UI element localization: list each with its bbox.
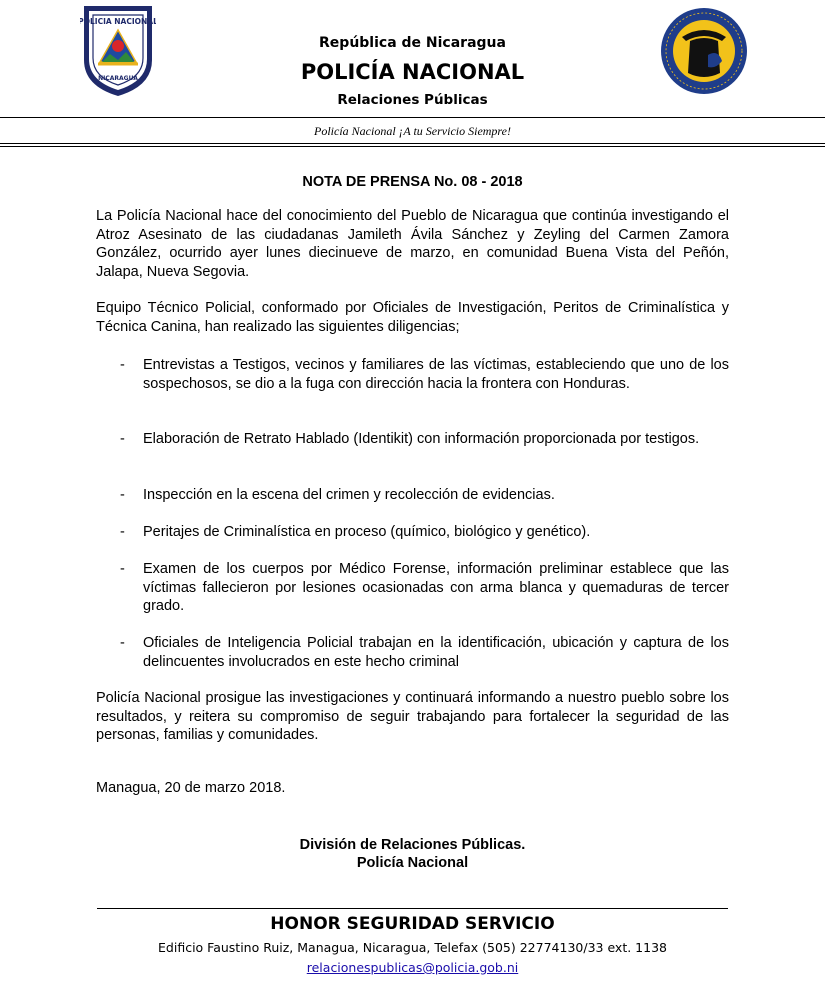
header-institution: POLICÍA NACIONAL — [300, 60, 525, 84]
intro-paragraph: La Policía Nacional hace del conocimiento del Pueblo de Nicaragua que continúa investigando el Atroz Asesinato de las ciudadanas Jamileth Ávila Sánchez y Zeyling del Carmen Zamora González, ocurrido ayer lunes diecinueve de marzo, en comunidad Buena Vista del Peñón, Jalapa, Nueva Segovia. — [96, 208, 729, 280]
signature-institution: Policía Nacional — [356, 855, 469, 871]
list-item — [120, 356, 729, 393]
bullet-marker: - — [120, 524, 125, 540]
footer-slogan: HONOR SEGURIDAD SERVICIO — [270, 914, 555, 934]
motto-divider — [0, 143, 825, 144]
header-country: República de Nicaragua — [319, 35, 506, 51]
list-item — [120, 523, 729, 542]
list-item — [120, 486, 729, 505]
motto-divider-double — [0, 146, 825, 147]
signature-division: División de Relaciones Públicas. — [299, 837, 526, 853]
closing-paragraph: Policía Nacional prosigue las investigaciones y continuará informando a nuestro pueblo sobre los resultados, y reitera su compromiso de seguir trabajando para fortalecer la seguridad de las personas, familias y comunidades. — [96, 690, 729, 743]
sandino-seal-logo — [660, 3, 748, 99]
footer-email-line — [0, 960, 825, 975]
list-item — [120, 634, 729, 671]
shield-top-text: POLICIA NACIONAL — [80, 17, 156, 26]
list-item-text: Entrevistas a Testigos, vecinos y familiares de las víctimas, estableciendo que uno de los sospechosos, se dio a la fuga con dirección hacia la frontera con Honduras. — [143, 357, 729, 392]
bullet-marker: - — [120, 357, 125, 373]
motto: Policía Nacional ¡A tu Servicio Siempre! — [314, 124, 511, 138]
team-paragraph: Equipo Técnico Policial, conformado por Oficiales de Investigación, Peritos de Criminalística y Técnica Canina, han realizado las siguientes diligencias; — [96, 300, 729, 335]
bullet-marker: - — [120, 431, 125, 447]
header-divider — [0, 117, 825, 118]
list-item-text: Peritajes de Criminalística en proceso (químico, biológico y genético). — [143, 524, 591, 540]
bullet-marker: - — [120, 487, 125, 503]
date-line: Managua, 20 de marzo 2018. — [96, 780, 286, 796]
header-department: Relaciones Públicas — [337, 92, 488, 108]
press-release-title: NOTA DE PRENSA No. 08 - 2018 — [302, 174, 523, 190]
email-link[interactable]: relacionespublicas@policia.gob.ni — [306, 960, 519, 975]
footer-divider — [97, 908, 728, 909]
list-item — [120, 560, 729, 616]
list-item-text: Examen de los cuerpos por Médico Forense, información preliminar establece que las víctimas fallecieron por lesiones ocasionadas con arma blanca y quemaduras de tercer grado. — [143, 561, 729, 614]
shield-bottom-text: NICARAGUA — [98, 75, 138, 82]
list-item — [120, 430, 729, 449]
list-item-text: Elaboración de Retrato Hablado (Identikit) con información proporcionada por testigos. — [143, 431, 700, 447]
bullet-marker: - — [120, 635, 125, 651]
list-item-text: Oficiales de Inteligencia Policial trabajan en la identificación, ubicación y captura de los delincuentes involucrados en este hecho criminal — [143, 635, 729, 670]
footer-address: Edificio Faustino Ruiz, Managua, Nicaragua, Telefax (505) 22774130/33 ext. 1138 — [158, 940, 667, 955]
list-item-text: Inspección en la escena del crimen y recolección de evidencias. — [143, 487, 555, 503]
bullet-marker: - — [120, 561, 125, 577]
